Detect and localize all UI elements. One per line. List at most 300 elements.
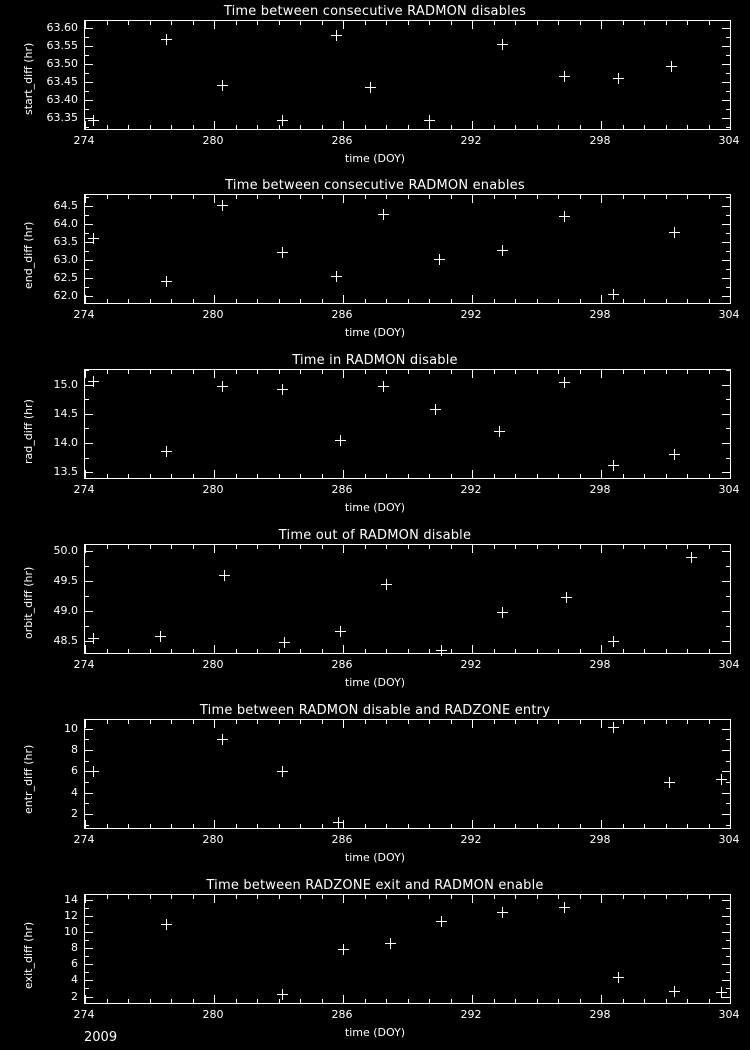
data-point-marker <box>217 80 228 91</box>
x-axis-tick <box>558 895 559 899</box>
y-tick-label: 2 <box>71 807 78 821</box>
x-axis-tick <box>623 125 624 129</box>
y-axis-tick <box>722 641 730 642</box>
x-axis-tick <box>451 125 452 129</box>
y-axis-tick <box>722 118 730 119</box>
x-axis-tick <box>279 649 280 653</box>
y-axis-tick <box>726 127 730 128</box>
x-axis-tick <box>429 125 430 129</box>
y-axis-tick <box>85 55 89 56</box>
data-point-marker <box>613 972 624 983</box>
x-axis-tick <box>408 895 409 899</box>
x-axis-tick <box>494 720 495 724</box>
x-axis-tick <box>171 125 172 129</box>
x-tick-label: 298 <box>589 658 611 671</box>
y-axis-tick <box>85 566 89 567</box>
y-tick-label: 10 <box>64 925 78 939</box>
x-axis-tick <box>709 895 710 899</box>
x-axis-tick <box>730 195 731 203</box>
x-axis-tick <box>580 649 581 653</box>
x-axis-tick <box>408 720 409 724</box>
x-axis-tick <box>150 545 151 549</box>
y-tick-label: 63.50 <box>46 57 78 71</box>
data-point-marker <box>497 907 508 918</box>
plot-area <box>84 719 731 829</box>
x-axis-tick <box>107 824 108 828</box>
y-axis-tick <box>726 782 730 783</box>
y-axis-tick <box>85 997 93 998</box>
y-tick-label: 4 <box>71 973 78 987</box>
x-axis-tick <box>365 999 366 1003</box>
y-axis-tick <box>722 948 730 949</box>
x-axis-tick <box>730 645 731 653</box>
x-axis-tick <box>193 649 194 653</box>
x-axis-tick <box>429 720 430 724</box>
x-axis-tick <box>687 474 688 478</box>
x-axis-tick <box>85 645 86 653</box>
y-axis-tick <box>85 956 89 957</box>
x-axis-tick <box>150 824 151 828</box>
data-point-marker <box>669 227 680 238</box>
y-axis-tick <box>722 46 730 47</box>
x-tick-label: 292 <box>460 1008 482 1021</box>
x-axis-tick <box>279 370 280 374</box>
x-axis-tick <box>300 299 301 303</box>
y-axis-tick <box>726 626 730 627</box>
chart-panel <box>0 178 750 349</box>
x-tick-label: 298 <box>589 483 611 496</box>
y-axis-tick <box>722 932 730 933</box>
chart-panel <box>0 878 750 1049</box>
y-axis-label: entr_diff (hr) <box>22 744 35 814</box>
x-axis-tick <box>214 645 215 653</box>
x-axis-tick <box>365 195 366 199</box>
y-axis-tick <box>722 206 730 207</box>
x-axis-tick <box>214 195 215 203</box>
x-axis-tick <box>171 649 172 653</box>
y-axis-tick <box>85 260 93 261</box>
data-point-marker <box>277 384 288 395</box>
x-axis-tick <box>580 195 581 199</box>
plot-area <box>84 544 731 654</box>
x-axis-tick <box>601 121 602 129</box>
x-axis-tick <box>343 545 344 553</box>
y-axis-tick <box>85 73 89 74</box>
x-axis-tick <box>666 824 667 828</box>
y-axis-tick <box>85 611 93 612</box>
y-axis-tick <box>85 908 89 909</box>
x-axis-tick <box>515 824 516 828</box>
x-axis-tick <box>365 299 366 303</box>
x-axis-tick <box>429 649 430 653</box>
y-axis-tick <box>85 269 89 270</box>
y-tick-label: 14.5 <box>53 406 78 420</box>
y-axis-tick <box>726 197 730 198</box>
x-axis-tick <box>537 824 538 828</box>
x-axis-tick <box>236 125 237 129</box>
x-axis-tick <box>687 370 688 374</box>
y-axis-tick <box>722 82 730 83</box>
x-axis-tick <box>537 299 538 303</box>
data-point-marker <box>381 579 392 590</box>
x-axis-tick <box>107 370 108 374</box>
data-point-marker <box>669 449 680 460</box>
x-axis-tick <box>558 999 559 1003</box>
x-axis-tick <box>386 195 387 199</box>
x-axis-tick <box>408 299 409 303</box>
y-axis-tick <box>85 948 93 949</box>
y-tick-label: 8 <box>71 742 78 756</box>
x-axis-tick <box>451 370 452 374</box>
x-axis-tick <box>214 470 215 478</box>
x-axis-tick <box>408 824 409 828</box>
y-tick-label: 13.5 <box>53 465 78 479</box>
y-axis-tick <box>85 385 93 386</box>
y-axis-tick <box>85 641 93 642</box>
x-axis-tick <box>85 720 86 728</box>
x-axis-tick <box>279 299 280 303</box>
x-axis-tick <box>386 999 387 1003</box>
x-axis-tick <box>515 545 516 549</box>
x-axis-tick <box>515 474 516 478</box>
y-axis-tick <box>85 399 89 400</box>
x-axis-tick <box>644 824 645 828</box>
y-axis-tick <box>726 233 730 234</box>
chart-title: Time between RADZONE exit and RADMON enable <box>206 878 544 893</box>
x-axis-tick <box>623 545 624 549</box>
x-tick-label: 292 <box>460 658 482 671</box>
x-axis-tick <box>537 370 538 374</box>
y-axis-tick <box>722 242 730 243</box>
x-axis-tick <box>687 895 688 899</box>
x-axis-tick <box>537 895 538 899</box>
chart-title: Time between RADMON disable and RADZONE entry <box>199 703 551 718</box>
x-axis-tick <box>343 470 344 478</box>
x-axis-tick <box>580 720 581 724</box>
x-axis-tick <box>408 21 409 25</box>
y-tick-label: 63.35 <box>46 111 78 125</box>
y-axis-tick <box>722 729 730 730</box>
y-axis-tick <box>85 964 93 965</box>
x-axis-tick <box>601 295 602 303</box>
y-axis-tick <box>722 793 730 794</box>
x-axis-tick <box>709 21 710 25</box>
data-point-marker <box>378 381 389 392</box>
x-axis-tick <box>408 545 409 549</box>
y-axis-tick <box>722 771 730 772</box>
x-axis-tick <box>322 474 323 478</box>
x-axis-tick <box>666 720 667 724</box>
x-axis-tick <box>494 370 495 374</box>
x-axis-tick <box>709 370 710 374</box>
x-axis-tick <box>494 195 495 199</box>
x-axis-tick <box>279 474 280 478</box>
x-axis-tick <box>300 545 301 549</box>
y-axis-tick <box>85 233 89 234</box>
x-axis-tick <box>666 125 667 129</box>
x-axis-tick <box>300 195 301 199</box>
x-axis-tick <box>730 21 731 29</box>
x-axis-tick <box>322 720 323 724</box>
data-point-marker <box>335 626 346 637</box>
x-axis-tick <box>343 195 344 203</box>
x-axis-tick <box>580 545 581 549</box>
x-axis-tick <box>687 999 688 1003</box>
y-axis-tick <box>726 215 730 216</box>
y-tick-label: 4 <box>71 785 78 799</box>
x-axis-tick <box>300 370 301 374</box>
x-axis-tick <box>408 370 409 374</box>
y-axis-tick <box>85 472 93 473</box>
x-axis-tick <box>386 720 387 724</box>
y-axis-tick <box>726 566 730 567</box>
x-axis-tick <box>472 295 473 303</box>
x-axis-tick <box>236 299 237 303</box>
x-axis-tick <box>107 720 108 724</box>
x-axis-tick <box>214 995 215 1003</box>
y-axis-tick <box>85 251 89 252</box>
x-axis-tick <box>236 895 237 899</box>
data-point-marker <box>217 734 228 745</box>
x-axis-tick <box>472 195 473 203</box>
x-tick-label: 280 <box>202 308 224 321</box>
data-point-marker <box>669 986 680 997</box>
x-axis-tick <box>537 21 538 25</box>
x-axis-tick <box>494 474 495 478</box>
y-axis-tick <box>722 551 730 552</box>
x-axis-tick <box>107 195 108 199</box>
x-axis-tick <box>451 720 452 724</box>
x-tick-label: 274 <box>73 658 95 671</box>
x-axis-tick <box>193 125 194 129</box>
x-axis-tick <box>537 999 538 1003</box>
data-point-marker <box>613 73 624 84</box>
x-axis-tick <box>494 125 495 129</box>
y-tick-label: 63.55 <box>46 39 78 53</box>
y-axis-tick <box>722 28 730 29</box>
x-axis-tick <box>451 195 452 199</box>
chart-title: Time in RADMON disable <box>292 353 458 368</box>
x-axis-tick <box>171 720 172 724</box>
data-point-marker <box>559 377 570 388</box>
data-point-marker <box>277 247 288 258</box>
y-axis-tick <box>85 988 89 989</box>
x-axis-tick <box>451 545 452 549</box>
y-tick-label: 14.0 <box>53 435 78 449</box>
x-axis-label: time (DOY) <box>344 152 406 165</box>
x-axis-tick <box>322 999 323 1003</box>
x-axis-tick <box>300 474 301 478</box>
y-axis-tick <box>722 224 730 225</box>
x-axis-tick <box>558 545 559 549</box>
y-axis-tick <box>85 109 89 110</box>
x-axis-tick <box>494 824 495 828</box>
x-axis-tick <box>343 720 344 728</box>
y-tick-label: 15.0 <box>53 377 78 391</box>
x-axis-tick <box>429 824 430 828</box>
x-axis-tick <box>580 999 581 1003</box>
x-axis-tick <box>107 474 108 478</box>
y-tick-label: 14 <box>64 892 78 906</box>
x-axis-tick <box>601 995 602 1003</box>
x-axis-tick <box>623 21 624 25</box>
x-axis-tick <box>171 299 172 303</box>
x-axis-tick <box>537 545 538 549</box>
chart-panel <box>0 528 750 699</box>
x-axis-tick <box>644 649 645 653</box>
x-axis-tick <box>666 299 667 303</box>
x-axis-tick <box>386 21 387 25</box>
y-axis-tick <box>726 287 730 288</box>
y-axis-tick <box>85 980 93 981</box>
x-axis-tick <box>429 999 430 1003</box>
y-axis-tick <box>85 278 93 279</box>
x-axis-tick <box>365 895 366 899</box>
x-axis-label: time (DOY) <box>344 1026 406 1039</box>
y-axis-tick <box>722 916 730 917</box>
x-axis-tick <box>429 895 430 899</box>
x-axis-tick <box>343 370 344 378</box>
y-axis-tick <box>722 997 730 998</box>
x-axis-tick <box>601 21 602 29</box>
x-tick-label: 292 <box>460 833 482 846</box>
y-axis-tick <box>726 924 730 925</box>
x-axis-tick <box>107 649 108 653</box>
y-axis-tick <box>85 916 93 917</box>
x-tick-label: 292 <box>460 483 482 496</box>
x-tick-label: 304 <box>718 658 740 671</box>
y-axis-tick <box>726 988 730 989</box>
x-tick-label: 274 <box>73 1008 95 1021</box>
x-axis-tick <box>365 125 366 129</box>
x-axis-tick <box>128 720 129 724</box>
x-axis-tick <box>558 299 559 303</box>
x-axis-tick <box>236 999 237 1003</box>
x-axis-tick <box>128 195 129 199</box>
x-axis-tick <box>150 21 151 25</box>
x-axis-tick <box>451 824 452 828</box>
x-axis-tick <box>623 299 624 303</box>
x-axis-tick <box>623 720 624 724</box>
data-point-marker <box>664 777 675 788</box>
x-axis-tick <box>236 195 237 199</box>
x-axis-tick <box>300 649 301 653</box>
x-tick-label: 298 <box>589 833 611 846</box>
y-axis-tick <box>722 260 730 261</box>
data-point-marker <box>686 552 697 563</box>
x-axis-tick <box>666 895 667 899</box>
x-axis-tick <box>451 299 452 303</box>
x-axis-tick <box>580 21 581 25</box>
y-axis-tick <box>726 972 730 973</box>
y-axis-tick <box>722 472 730 473</box>
x-axis-tick <box>343 21 344 29</box>
y-axis-tick <box>85 428 89 429</box>
y-tick-label: 6 <box>71 957 78 971</box>
x-tick-label: 280 <box>202 833 224 846</box>
y-axis-tick <box>85 458 89 459</box>
x-axis-tick <box>730 370 731 378</box>
x-tick-label: 292 <box>460 308 482 321</box>
x-axis-tick <box>150 895 151 899</box>
x-axis-tick <box>472 995 473 1003</box>
x-axis-tick <box>128 370 129 374</box>
x-tick-label: 286 <box>331 1008 353 1021</box>
x-axis-tick <box>365 824 366 828</box>
y-axis-tick <box>726 251 730 252</box>
x-axis-tick <box>515 999 516 1003</box>
x-axis-tick <box>171 195 172 199</box>
y-axis-tick <box>726 269 730 270</box>
x-axis-tick <box>193 195 194 199</box>
y-axis-tick <box>726 73 730 74</box>
x-axis-tick <box>429 21 430 25</box>
y-tick-label: 50.0 <box>53 544 78 557</box>
x-tick-label: 298 <box>589 308 611 321</box>
x-axis-tick <box>193 824 194 828</box>
x-axis-tick <box>709 999 710 1003</box>
x-tick-label: 280 <box>202 134 224 147</box>
y-axis-tick <box>85 242 93 243</box>
y-axis-tick <box>722 64 730 65</box>
x-axis-tick <box>730 895 731 903</box>
x-axis-tick <box>494 299 495 303</box>
x-axis-tick <box>580 299 581 303</box>
x-axis-tick <box>666 474 667 478</box>
y-axis-tick <box>726 596 730 597</box>
x-axis-tick <box>386 824 387 828</box>
x-axis-tick <box>128 824 129 828</box>
x-tick-label: 286 <box>331 134 353 147</box>
x-axis-tick <box>515 370 516 374</box>
data-point-marker <box>161 446 172 457</box>
plot-area <box>84 894 731 1004</box>
y-tick-label: 63.60 <box>46 21 78 35</box>
x-axis-tick <box>623 370 624 374</box>
x-axis-tick <box>472 645 473 653</box>
data-point-marker <box>331 271 342 282</box>
y-axis-tick <box>85 215 89 216</box>
x-axis-tick <box>601 720 602 728</box>
y-axis-tick <box>726 109 730 110</box>
plot-area <box>84 194 731 304</box>
x-axis-tick <box>472 121 473 129</box>
x-axis-tick <box>107 21 108 25</box>
y-axis-tick <box>85 82 93 83</box>
x-axis-tick <box>451 999 452 1003</box>
x-axis-tick <box>107 125 108 129</box>
x-axis-tick <box>214 820 215 828</box>
x-axis-tick <box>193 370 194 374</box>
x-axis-tick <box>236 474 237 478</box>
x-axis-tick <box>193 545 194 549</box>
data-point-marker <box>559 211 570 222</box>
x-axis-tick <box>343 121 344 129</box>
x-axis-tick <box>623 895 624 899</box>
data-point-marker <box>378 209 389 220</box>
x-axis-tick <box>408 474 409 478</box>
x-axis-tick <box>279 125 280 129</box>
y-axis-tick <box>726 739 730 740</box>
x-axis-tick <box>279 195 280 199</box>
y-axis-tick <box>722 100 730 101</box>
data-point-marker <box>497 245 508 256</box>
y-axis-tick <box>85 626 89 627</box>
data-point-marker <box>277 115 288 126</box>
x-axis-tick <box>214 545 215 553</box>
x-axis-tick <box>150 999 151 1003</box>
data-point-marker <box>497 607 508 618</box>
